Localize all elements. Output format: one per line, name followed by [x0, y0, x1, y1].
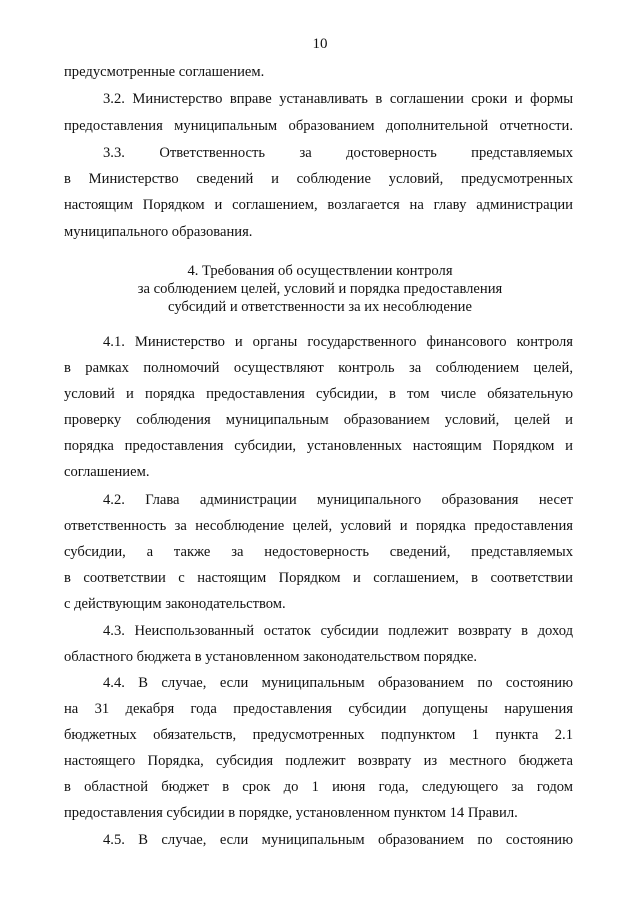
text-line: условий и порядка предоставления субсидии, в том числе обязательную: [64, 386, 573, 402]
text-line: 4.1. Министерство и органы государственного финансового контроля: [103, 334, 573, 350]
text-line: в Министерство сведений и соблюдение условий, предусмотренных: [64, 171, 573, 187]
section-heading-line: субсидий и ответственности за их несоблюдение: [168, 299, 472, 315]
text-line: порядка предоставления субсидии, установленных настоящим Порядком и: [64, 438, 573, 454]
text-line: на 31 декабря года предоставления субсидии допущены нарушения: [64, 701, 573, 717]
text-line: субсидии, а также за недостоверность сведений, представляемых: [64, 544, 573, 560]
text-line: в соответствии с настоящим Порядком и соглашением, в соответствии: [64, 570, 573, 586]
section-heading-line: 4. Требования об осуществлении контроля: [187, 263, 453, 279]
text-line: муниципального образования.: [64, 224, 253, 240]
text-line: проверку соблюдения муниципальным образованием условий, целей и: [64, 412, 573, 428]
page-number: 10: [312, 36, 328, 52]
text-line: с действующим законодательством.: [64, 596, 286, 612]
section-heading-line: за соблюдением целей, условий и порядка предоставления: [137, 281, 503, 297]
text-line: в рамках полномочий осуществляют контроль за соблюдением целей,: [64, 360, 573, 376]
text-line: областного бюджета в установленном законодательством порядке.: [64, 649, 477, 665]
text-line: ответственность за несоблюдение целей, условий и порядка предоставления: [64, 518, 573, 534]
text-line: настоящим Порядком и соглашением, возлагается на главу администрации: [64, 197, 573, 213]
text-line: предоставления субсидии в порядке, установленном пунктом 14 Правил.: [64, 805, 518, 821]
text-line: предоставления муниципальным образованием дополнительной отчетности.: [64, 118, 573, 134]
text-line: бюджетных обязательств, предусмотренных подпунктом 1 пункта 2.1: [64, 727, 573, 743]
text-line: 4.4. В случае, если муниципальным образованием по состоянию: [103, 675, 573, 691]
text-line: предусмотренные соглашением.: [64, 64, 265, 80]
text-line: соглашением.: [64, 464, 150, 480]
text-line: 4.5. В случае, если муниципальным образованием по состоянию: [103, 832, 573, 848]
text-line: в областной бюджет в срок до 1 июня года, следующего за годом: [64, 779, 573, 795]
text-line: 4.3. Неиспользованный остаток субсидии подлежит возврату в доход: [103, 623, 573, 639]
text-line: 3.2. Министерство вправе устанавливать в соглашении сроки и формы: [103, 91, 573, 107]
text-line: 3.3. Ответственность за достоверность представляемых: [103, 145, 573, 161]
text-line: настоящего Порядка, субсидия подлежит возврату из местного бюджета: [64, 753, 573, 769]
text-line: 4.2. Глава администрации муниципального образования несет: [103, 492, 573, 508]
